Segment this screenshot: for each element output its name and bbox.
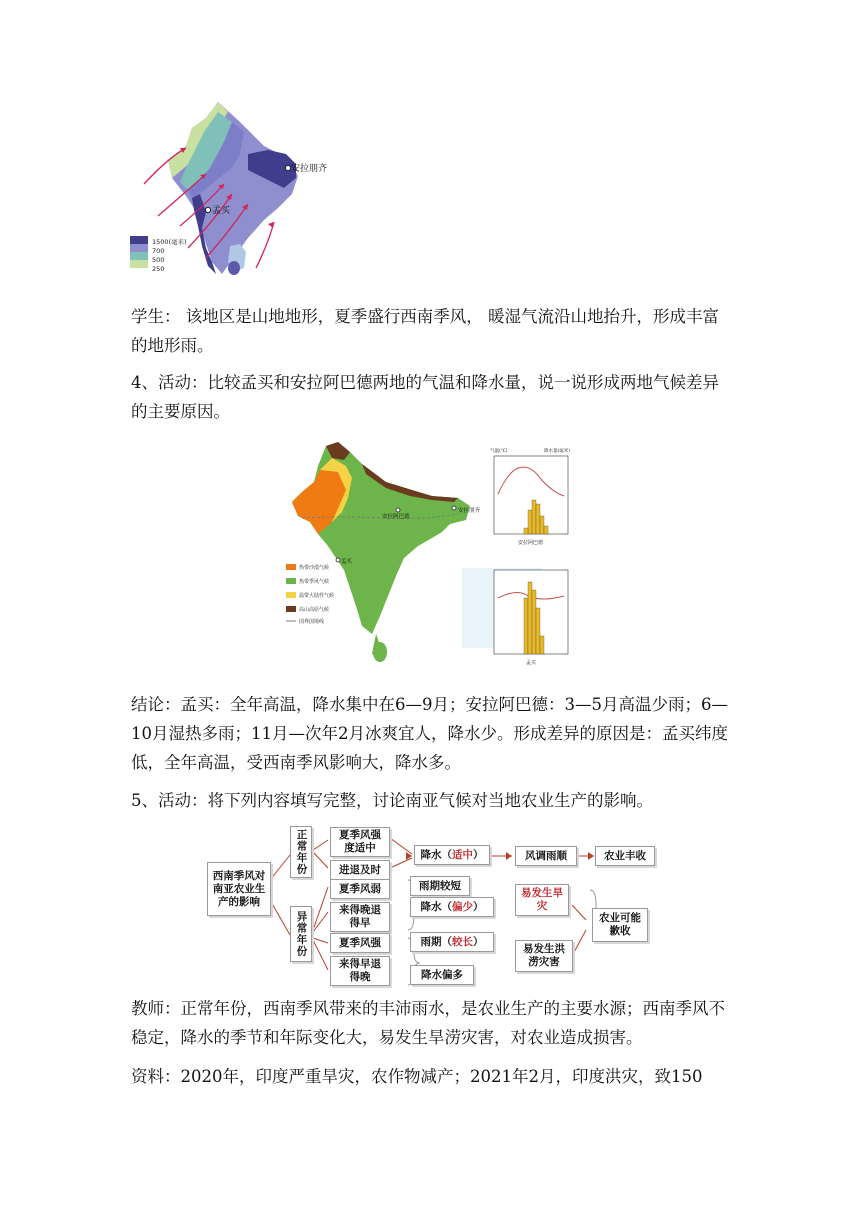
map2-city-mengmai: 孟买 bbox=[341, 559, 353, 565]
flow-normal-result: 风调雨顺 bbox=[515, 846, 577, 866]
flow-root: 西南季风对南亚农业生产的影响 bbox=[207, 862, 271, 916]
city-label-anlapengqi: 安拉朋齐 bbox=[291, 164, 328, 174]
flow-weak-rain bbox=[410, 897, 494, 917]
n-rain-fill: 适中 bbox=[452, 848, 473, 861]
strong-period-fill: 较长 bbox=[452, 935, 473, 948]
flow-normal-timing: 进退及时 bbox=[330, 860, 390, 880]
flow-poor-harvest: 农业可能歉收 bbox=[592, 908, 648, 942]
flow-normal-strength: 夏季风强度适中 bbox=[330, 827, 390, 857]
flow-weak-timing: 来得晚退得早 bbox=[330, 902, 390, 932]
map2-legend-4: 高山高原气候 bbox=[299, 607, 330, 613]
flow-normal-harvest: 农业丰收 bbox=[595, 846, 655, 866]
flow-weak-period: 雨期较短 bbox=[410, 876, 470, 896]
legend-value-3: 500 bbox=[152, 256, 165, 264]
map2-city-anlapeng: 安拉朋齐 bbox=[458, 508, 481, 514]
chart1-caption: 安拉阿巴德 bbox=[518, 540, 544, 546]
chart2-caption: 孟买 bbox=[526, 660, 537, 666]
map2-legend-1: 热带沙漠气候 bbox=[299, 565, 330, 571]
climate-chart-mengmai bbox=[494, 570, 568, 666]
flow-strong-period bbox=[410, 932, 494, 952]
flow-strong-rain: 降水偏多 bbox=[410, 965, 474, 985]
weak-rain-fill: 偏少 bbox=[452, 900, 473, 913]
map2-city-anla: 安拉阿巴德 bbox=[382, 514, 410, 520]
strong-period-suffix: ） bbox=[473, 935, 484, 948]
flow-strong: 夏季风强 bbox=[330, 933, 390, 953]
flow-normal-rain bbox=[414, 845, 490, 865]
n-rain-suffix: ） bbox=[473, 848, 484, 861]
legend-value-1: 1500(毫米) bbox=[152, 238, 187, 246]
map2-legend-2: 热带季风气候 bbox=[299, 579, 330, 585]
flow-strong-timing: 来得早退得晚 bbox=[330, 956, 390, 986]
climate-chart-anla bbox=[490, 447, 570, 546]
map2-legend-3: 温带大陆性气候 bbox=[299, 593, 335, 599]
flow-abnormal-year: 异常年份 bbox=[290, 906, 312, 962]
n-rain-prefix: 降水（ bbox=[420, 848, 452, 861]
rainfall-map bbox=[128, 98, 368, 283]
activity-4: 4、活动：比较孟买和安拉阿巴德两地的气温和降水量，说一说形成两地气候差异的主要原因。 bbox=[131, 373, 719, 421]
legend-value-2: 700 bbox=[152, 247, 165, 255]
city-label-mengmai: 孟买 bbox=[212, 206, 231, 216]
teacher-answer: 教师：正常年份，西南季风带来的丰沛雨水，是农业生产的主要水源；西南季风不稳定，降水的季节和年际变化大，易发生旱涝灾害，对农业造成损害。 bbox=[131, 999, 725, 1047]
student-answer: 学生： 该地区是山地地形，夏季盛行西南季风， 暖湿气流沿山地抬升，形成丰富的地形雨。 bbox=[131, 307, 719, 355]
conclusion: 结论：孟买：全年高温，降水集中在6—9月；安拉阿巴德：3—5月高温少雨；6—10月湿热多雨；11月—次年2月冰爽宜人，降水少。形成差异的原因是：孟买纬度低，全年高温，受西南季风影响大，降水多。 bbox=[131, 695, 728, 772]
map2-legend-5: 国界国境线 bbox=[299, 619, 325, 625]
chart1-axis-right: 降水量(毫米) bbox=[544, 449, 571, 454]
flow-weak: 夏季风弱 bbox=[330, 879, 390, 899]
chart1-axis-left: 气温(℃) bbox=[490, 449, 508, 454]
weak-rain-suffix: ） bbox=[473, 900, 484, 913]
strong-period-prefix: 雨期（ bbox=[420, 935, 452, 948]
flow-flood: 易发生洪涝灾害 bbox=[515, 940, 573, 972]
climate-map bbox=[282, 438, 582, 668]
material: 资料：2020年，印度严重旱灾，农作物减产；2021年2月，印度洪灾，致150 bbox=[131, 1067, 703, 1086]
activity-5: 5、活动：将下列内容填写完整，讨论南亚气候对当地农业生产的影响。 bbox=[131, 791, 653, 810]
legend-value-4: 250 bbox=[152, 265, 165, 273]
weak-rain-prefix: 降水（ bbox=[420, 900, 452, 913]
flow-normal-year: 正常年份 bbox=[290, 826, 312, 878]
flow-drought: 易发生旱灾 bbox=[515, 884, 569, 916]
